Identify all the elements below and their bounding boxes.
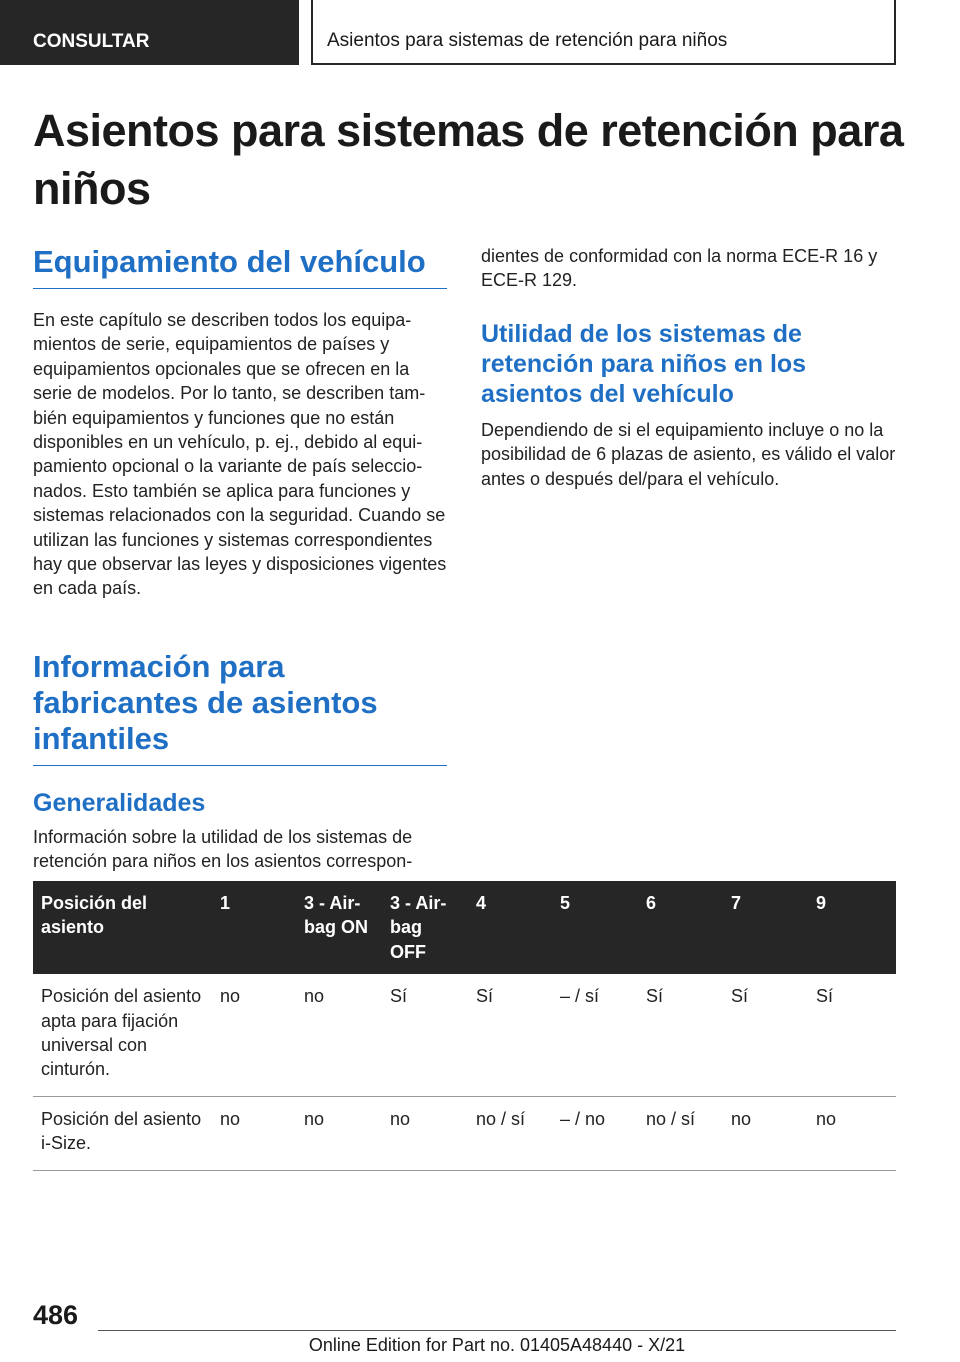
- header-cell-7: 7: [723, 881, 808, 974]
- heading-equipamiento: Equipamiento del vehículo: [33, 244, 447, 289]
- table-row: [33, 1096, 896, 1170]
- table-row: [33, 974, 896, 1096]
- table-cell: no: [212, 1096, 296, 1170]
- table-cell: no: [296, 974, 382, 1096]
- table-cell: – / sí: [552, 974, 638, 1096]
- table-cell: no: [723, 1096, 808, 1170]
- table-cell: no: [808, 1096, 896, 1170]
- running-header: [311, 0, 896, 65]
- table-cell: Sí: [468, 974, 552, 1096]
- table-cell: Sí: [638, 974, 723, 1096]
- table-cell: no / sí: [638, 1096, 723, 1170]
- subheading-generalidades: Generalidades: [33, 789, 206, 817]
- table-cell: – / no: [552, 1096, 638, 1170]
- header-cell-5: 5: [552, 881, 638, 974]
- header-cell-9: 9: [808, 881, 896, 974]
- header-cell-seat-position: Posición del asiento: [33, 881, 212, 974]
- section-tab-label: CONSULTAR: [33, 31, 150, 52]
- body-equipamiento: En este capítulo se describen todos los equipamientos de serie, equipamientos de países y equipamientos opcionales que se ofrecen en la serie de modelos. Por lo tanto, se describen también equipamientos y funciones que no están disponibles en un vehículo, p. ej., debido al equipamiento opcional o la variante de país seleccionados. Esto también se aplica para funciones y sistemas relacionados con la seguridad. Cuando se utilizan las funciones y sistemas correspondientes hay que observar las leyes y disposiciones vigentes en cada país.: [33, 310, 447, 599]
- body-utilidad: Dependiendo de si el equipamiento incluye o no la posibilidad de 6 plazas de asiento, es válido el valor antes o después del/para el vehículo.: [481, 420, 896, 489]
- table-cell: Posición del asiento i-Size.: [33, 1096, 212, 1170]
- footer-divider: [98, 1330, 896, 1331]
- table-cell: Sí: [808, 974, 896, 1096]
- body-generalidades-continued: [481, 244, 896, 292]
- header-cell-3-airbag-on: 3 - Airbag ON: [296, 881, 382, 974]
- body-generalidades: Información sobre la utilidad de los sistemas de retención para niños en los asientos correspon: [33, 827, 413, 872]
- table-cell: Sí: [382, 974, 468, 1096]
- header-cell-3-airbag-off: 3 - Airbag OFF: [382, 881, 468, 974]
- section-tab: [0, 0, 299, 65]
- page-title: Asientos para sistemas de retención para niños: [33, 105, 904, 214]
- table-cell: Sí: [723, 974, 808, 1096]
- table-cell: no: [296, 1096, 382, 1170]
- table-cell: Posición del asiento apta para fijación universal con cinturón.: [33, 974, 212, 1096]
- header-cell-6: 6: [638, 881, 723, 974]
- running-header-title: Asientos para sistemas de retención para niños: [327, 30, 728, 51]
- header-cell-1: 1: [212, 881, 296, 974]
- table-cell: no / sí: [468, 1096, 552, 1170]
- table-cell: no: [212, 974, 296, 1096]
- body-generalidades-tail: ientes de conformidad con la norma ECE-R 16 y ECE-R 129.: [481, 246, 878, 291]
- header-cell-4: 4: [468, 881, 552, 974]
- table-header-row: [33, 881, 896, 974]
- footer-edition: Online Edition for Part no. 01405A48440 - X/21: [308, 1335, 686, 1355]
- page-number: 486: [33, 1300, 79, 1330]
- heading-utilidad: Utilidad de los sistemas de retención para niños en los asientos del vehículo: [481, 320, 807, 408]
- seat-compatibility-table: [33, 881, 896, 1171]
- heading-informacion: Información para fabricantes de asientos infantiles: [33, 649, 447, 766]
- table-cell: no: [382, 1096, 468, 1170]
